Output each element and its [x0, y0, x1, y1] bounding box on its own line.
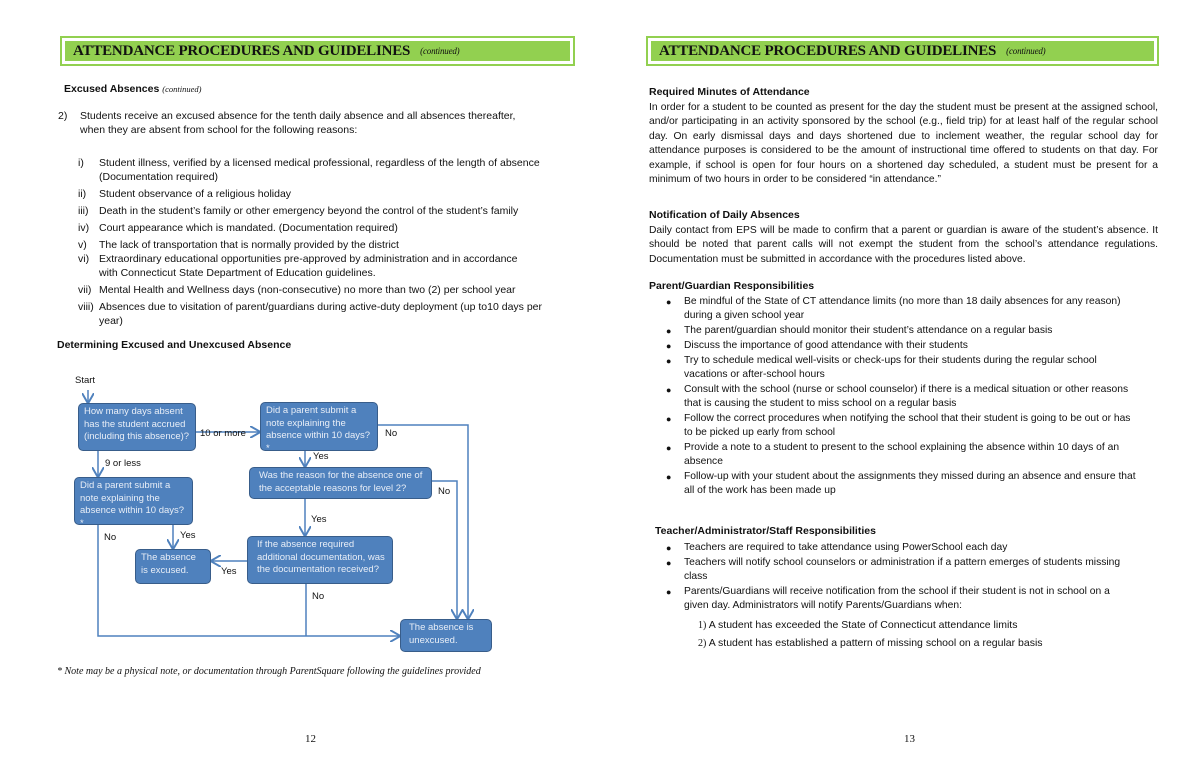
sub-text: A student has established a pattern of missing school on a regular basis: [708, 637, 1043, 649]
reason-num: iv): [78, 222, 90, 234]
list-item: ● Follow the correct procedures when notifying the school that their student is going to be out or has to be picked up early from school: [649, 412, 1139, 441]
label-yes: Yes: [313, 451, 329, 462]
list-item: ● Try to schedule medical well-visits or check-ups for their students during the regular school vacations or after-school hours: [649, 354, 1139, 383]
banner-sub: (continued): [420, 46, 460, 56]
reason-num: v): [78, 239, 87, 251]
staff-heading: Teacher/Administrator/Staff Responsibilities: [655, 525, 876, 537]
label-yes: Yes: [180, 530, 196, 541]
minutes-text: In order for a student to be counted as present for the day the student must be present at the assigned school, and/or participating in an activity sponsored by the school (e.g., field trip) for at least half of the regular school day. On early dismissal days and days shortened due to inclement weather, the regular school day for attendance purposes is considered to be the amount of instructional time offered to students on that day. For example, if school is open for four hours on a shortened day scheduled, a student must be present for a minimum of two hours in order to be considered “in attendance.”: [649, 102, 1158, 186]
parent-responsibilities-list: [649, 295, 1139, 499]
label-9-or-less: 9 or less: [105, 458, 141, 469]
notification-heading: Notification of Daily Absences: [649, 209, 800, 221]
sub-text: A student has exceeded the State of Connecticut attendance limits: [708, 619, 1018, 631]
label-no: No: [438, 486, 451, 497]
flowchart-title: Determining Excused and Unexcused Absence: [57, 339, 292, 351]
item-number: 2): [58, 110, 68, 122]
reason-num: iii): [78, 205, 89, 217]
reason-num: vii): [78, 284, 92, 296]
flow-box-note-10-days: Did a parent submit a note explaining the absence within 10 days? *: [260, 402, 378, 451]
section-banner: [646, 36, 1159, 66]
label-no: No: [385, 428, 398, 439]
list-item: ● Teachers are required to take attendance using PowerSchool each day: [649, 541, 1129, 555]
reason-text: Extraordinary educational opportunities pre-approved by administration and in accordance with Connecticut State Department of Education guidelines.: [99, 253, 518, 279]
reason-text: Death in the student’s family or other emergency beyond the control of the student’s family: [99, 205, 519, 217]
reason-num: ii): [78, 188, 87, 200]
reason-text: Court appearance which is mandated. (Documentation required): [99, 222, 398, 234]
flow-start-label: Start: [75, 375, 96, 386]
list-item: ● Provide a note to a student to present to the school explaining the absence within 10 days of an absence: [649, 441, 1139, 470]
label-no: No: [104, 532, 117, 543]
label-yes: Yes: [221, 566, 237, 577]
flow-box-acceptable-reason: Was the reason for the absence one of the acceptable reasons for level 2?: [249, 467, 432, 499]
flow-box-unexcused: The absence is unexcused.: [400, 619, 492, 652]
label-yes: Yes: [311, 514, 327, 525]
flowchart-connectors: [0, 0, 600, 700]
list-item: ● Discuss the importance of good attendance with their students: [649, 339, 1139, 353]
label-no: No: [312, 591, 325, 602]
heading-text: Excused Absences: [64, 83, 160, 95]
list-item: ● Teachers will notify school counselors or administration if a pattern emerges of students missing class: [649, 556, 1129, 585]
list-item: ● The parent/guardian should monitor their student’s attendance on a regular basis: [649, 324, 1139, 338]
banner-title: ATTENDANCE PROCEDURES AND GUIDELINES: [659, 42, 997, 59]
page-13: [600, 0, 1200, 776]
heading-sub: (continued): [162, 84, 202, 94]
page-number: 13: [904, 733, 915, 745]
reason-text: Student observance of a religious holiday: [99, 188, 292, 200]
reason-text: Student illness, verified by a licensed medical professional, regardless of the length of absence (Documentation required): [99, 157, 540, 183]
reason-num: viii): [78, 301, 94, 313]
item-text: Students receive an excused absence for the tenth daily absence and all absences thereafter, when they are absent from school for the following reasons:: [80, 110, 516, 136]
footnote: * Note may be a physical note, or documentation through ParentSquare following the guidelines provided: [57, 666, 481, 677]
page-number: 12: [305, 733, 316, 745]
label-10-or-more: 10 or more: [200, 428, 246, 439]
list-item: ● Consult with the school (nurse or school counselor) if there is a medical situation or other reasons that is causing the student to miss school on a regular basis: [649, 383, 1139, 412]
staff-responsibilities-list: [649, 541, 1129, 614]
minutes-heading: Required Minutes of Attendance: [649, 86, 810, 98]
banner-sub: (continued): [1006, 46, 1046, 56]
flow-box-excused: The absence is excused.: [135, 549, 211, 584]
parent-heading: Parent/Guardian Responsibilities: [649, 280, 815, 292]
list-item: ● Parents/Guardians will receive notification from the school if their student is not in school on a given day. Administrators will notify Parents/Guardians when:: [649, 585, 1129, 614]
flow-box-days-accrued: How many days absent has the student accrued (including this absence)?: [78, 403, 196, 451]
reason-text: Mental Health and Wellness days (non-consecutive) no more than two (2) per school year: [99, 284, 516, 296]
reason-num: i): [78, 157, 84, 169]
flow-box-note-9-days: Did a parent submit a note explaining the absence within 10 days? *: [74, 477, 193, 525]
staff-sublist: [698, 618, 1043, 651]
banner-title: ATTENDANCE PROCEDURES AND GUIDELINES: [73, 42, 411, 59]
sub-num: 1): [698, 620, 707, 631]
reason-num: vi): [78, 253, 90, 265]
notification-text: Daily contact from EPS will be made to confirm that a parent or guardian is aware of the student’s absence. It should be noted that parent calls will not exempt the student from the school’s attendance regulations. Documentation must be submitted in accordance with the procedures listed above.: [649, 225, 1158, 265]
list-item: ● Follow-up with your student about the assignments they missed during an absence and ensure that all of the work has been made up: [649, 470, 1139, 499]
list-item: ● Be mindful of the State of CT attendance limits (no more than 18 daily absences for any reason) during a given school year: [649, 295, 1139, 324]
reason-text: Absences due to visitation of parent/guardians during active-duty deployment (up to10 days per year): [99, 301, 543, 327]
flow-box-documentation: If the absence required additional documentation, was the documentation received?: [247, 536, 393, 584]
reason-text: The lack of transportation that is normally provided by the district: [99, 239, 399, 251]
sub-num: 2): [698, 638, 707, 649]
